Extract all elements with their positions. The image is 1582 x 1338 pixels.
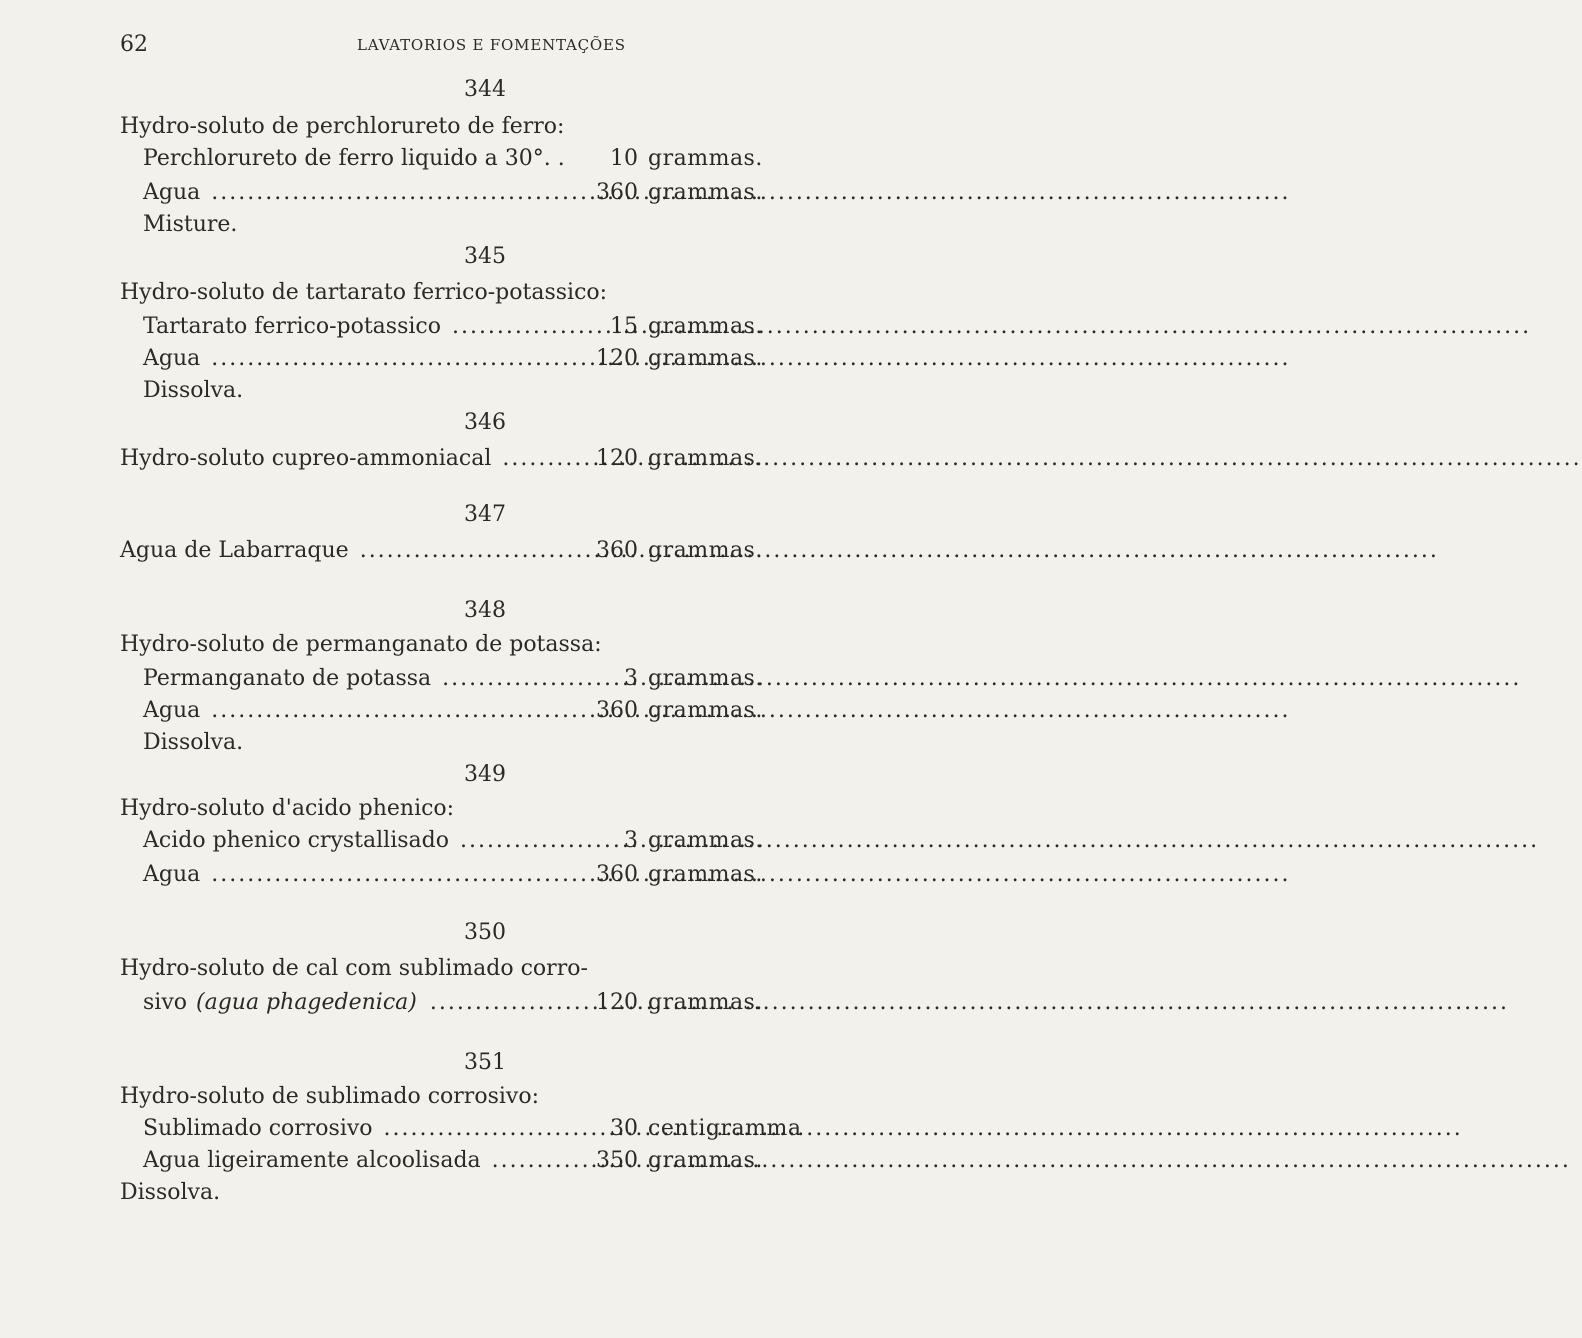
ingredient-unit: grammas. xyxy=(648,862,763,887)
ingredient-unit: grammas. xyxy=(648,990,763,1015)
ingredient-line xyxy=(143,180,780,214)
section-number-344: 344 xyxy=(464,77,506,102)
ingredient-label: Tartarato ferrico-potassico ..... xyxy=(143,314,585,339)
page-number: 62 xyxy=(120,32,148,57)
ingredient-line xyxy=(143,862,780,896)
ingredient-quantity: 120 xyxy=(596,990,638,1015)
ingredient-label: Acido phenico crystallisado ..... xyxy=(143,828,585,853)
ingredient-quantity: 15 xyxy=(610,314,638,339)
ingredient-label: Agua de Labarraque ..... xyxy=(120,538,585,563)
ingredient-line xyxy=(120,446,780,480)
ingredient-line xyxy=(143,314,780,348)
ingredient-label: Agua ..... xyxy=(143,862,585,887)
ingredient-unit: grammas. xyxy=(648,146,763,171)
ingredient-unit: grammas. xyxy=(648,538,763,563)
ingredient-label: Sublimado corrosivo ..... xyxy=(143,1116,585,1141)
ingredient-label: Agua ..... xyxy=(143,698,585,723)
ingredient-line xyxy=(143,146,780,180)
ingredient-label: sivo (agua phagedenica) ..... xyxy=(143,990,585,1015)
ingredient-label: Agua ..... xyxy=(143,180,585,205)
ingredient-line xyxy=(143,1116,802,1150)
recipe-title-350: Hydro-soluto de cal com sublimado corro- xyxy=(120,956,588,981)
ingredient-unit: grammas. xyxy=(648,314,763,339)
ingredient-label: Agua ligeiramente alcoolisada ..... xyxy=(143,1148,585,1173)
instruction-note: Dissolva. xyxy=(143,730,244,755)
ingredient-quantity: 3 xyxy=(624,666,638,691)
ingredient-line xyxy=(143,990,780,1024)
ingredient-line xyxy=(143,666,780,700)
section-number-345: 345 xyxy=(464,244,506,269)
ingredient-quantity: 10 xyxy=(610,146,638,171)
recipe-title-344: Hydro-soluto de perchlorureto de ferro: xyxy=(120,114,565,139)
ingredient-line xyxy=(143,346,780,380)
ingredient-line xyxy=(143,1148,780,1182)
ingredient-quantity: 360 xyxy=(596,180,638,205)
ingredient-unit: grammas. xyxy=(648,180,763,205)
ingredient-quantity: 360 xyxy=(596,538,638,563)
ingredient-quantity: 360 xyxy=(596,862,638,887)
section-number-346: 346 xyxy=(464,410,506,435)
ingredient-quantity: 120 xyxy=(596,346,638,371)
italic-label: (agua phagedenica) xyxy=(196,990,417,1015)
section-number-347: 347 xyxy=(464,502,506,527)
ingredient-line xyxy=(143,698,780,732)
recipe-title-345: Hydro-soluto de tartarato ferrico-potassico: xyxy=(120,280,608,305)
ingredient-unit: grammas. xyxy=(648,666,763,691)
ingredient-label: Permanganato de potassa ..... xyxy=(143,666,585,691)
ingredient-unit: grammas. xyxy=(648,446,763,471)
ingredient-unit: grammas. xyxy=(648,828,763,853)
recipe-title-349: Hydro-soluto d'acido phenico: xyxy=(120,796,455,821)
instruction-note: Dissolva. xyxy=(143,378,244,403)
ingredient-unit: grammas. xyxy=(648,1148,763,1173)
section-number-350: 350 xyxy=(464,920,506,945)
page-header xyxy=(0,32,800,62)
instruction-note: Dissolva. xyxy=(120,1180,221,1205)
recipe-title-351: Hydro-soluto de sublimado corrosivo: xyxy=(120,1084,539,1109)
ingredient-line xyxy=(120,538,780,572)
ingredient-quantity: 120 xyxy=(596,446,638,471)
ingredient-label: Perchlorureto de ferro liquido a 30°. . xyxy=(143,146,565,171)
ingredient-line xyxy=(143,828,780,862)
ingredient-quantity: 30 xyxy=(610,1116,638,1141)
ingredient-quantity: 3 xyxy=(624,828,638,853)
running-head: LAVATORIOS E FOMENTAÇÕES xyxy=(357,36,626,54)
ingredient-unit: centigramma xyxy=(648,1116,802,1141)
ingredient-label: Agua ..... xyxy=(143,346,585,371)
section-number-351: 351 xyxy=(464,1050,506,1075)
ingredient-unit: grammas. xyxy=(648,698,763,723)
instruction-note: Misture. xyxy=(143,212,238,237)
section-number-348: 348 xyxy=(464,598,506,623)
ingredient-label: Hydro-soluto cupreo-ammoniacal ..... xyxy=(120,446,585,471)
recipe-title-348: Hydro-soluto de permanganato de potassa: xyxy=(120,632,602,657)
ingredient-unit: grammas. xyxy=(648,346,763,371)
ingredient-quantity: 360 xyxy=(596,698,638,723)
ingredient-quantity: 350 xyxy=(596,1148,638,1173)
section-number-349: 349 xyxy=(464,762,506,787)
